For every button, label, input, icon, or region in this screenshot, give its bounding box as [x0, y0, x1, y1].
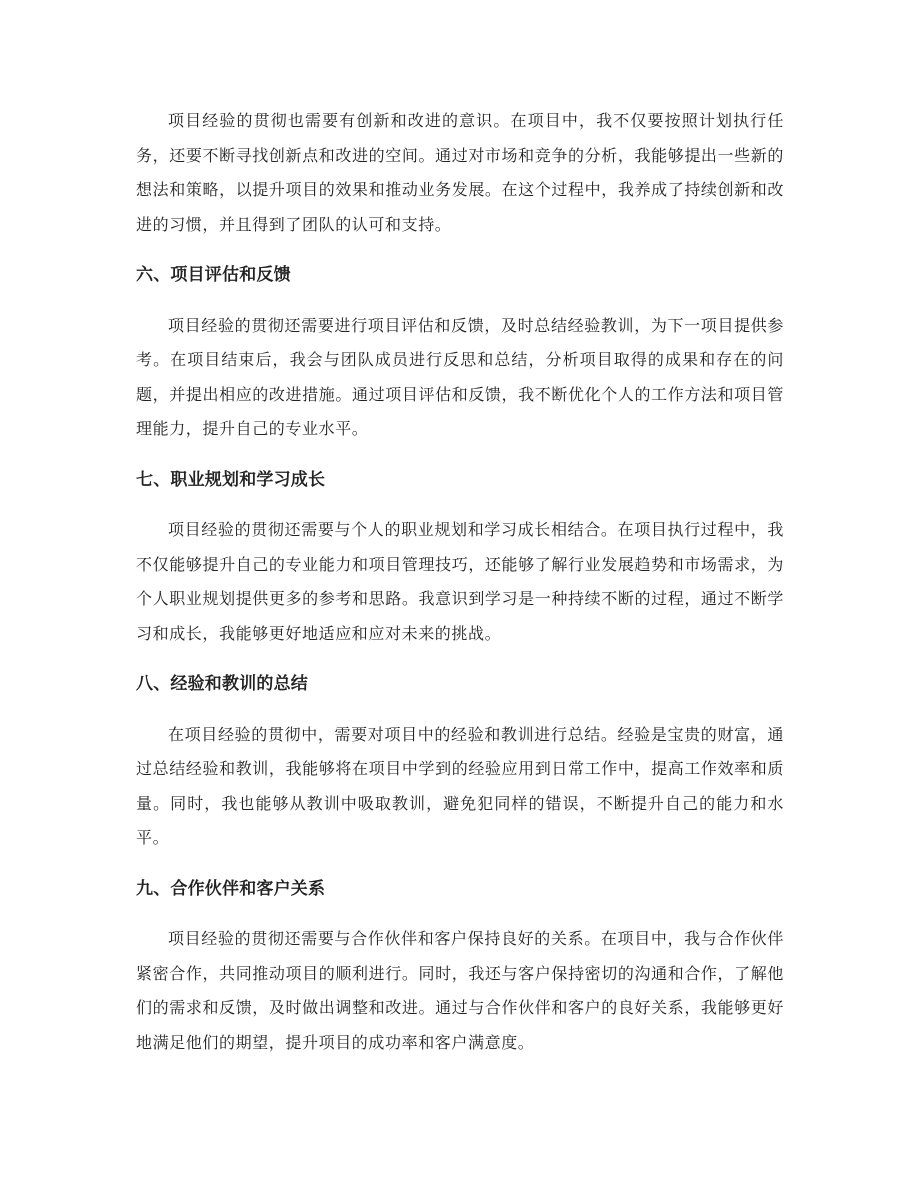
section-heading-9: 九、合作伙伴和客户关系: [136, 878, 326, 899]
spacer: [136, 447, 784, 463]
section-heading-8: 八、经验和教训的总结: [136, 674, 308, 694]
section-heading-7: 七、职业规划和学习成长: [136, 469, 326, 490]
section-paragraph-7: 项目经验的贯彻还需要与个人的职业规划和学习成长相结合。在项目执行过程中，我不仅能够提升自己的专业能力和项目管理技巧，还能够了解行业发展趋势和市场需求，为个人职业规划提供更多的参考和思路。我意识到学习是一种持续不断的过程，通过不断学习和成长，我能够更好地适应和应对未来的挑战。: [136, 520, 784, 643]
section-paragraph-8: 在项目经验的贯彻中，需要对项目中的经验和教训进行总结。经验是宝贵的财富，通过总结经验和教训，我能够将在项目中学到的经验应用到日常工作中，提高工作效率和质量。同时，我也能够从教训中吸取教训，避免犯同样的错误，不断提升自己的能力和水平。: [136, 724, 784, 847]
section-paragraph-9: 项目经验的贯彻还需要与合作伙伴和客户保持良好的关系。在项目中，我与合作伙伴紧密合作，共同推动项目的顺利进行。同时，我还与客户保持密切的沟通和合作，了解他们的需求和反馈，及时做出调整和改进。通过与合作伙伴和客户的良好关系，我能够更好地满足他们的期望，提升项目的成功率和客户满意度。: [136, 929, 784, 1052]
spacer: [136, 856, 784, 872]
spacer: [136, 497, 784, 513]
section-heading-6: 六、项目评估和反馈: [136, 265, 291, 285]
spacer: [136, 651, 784, 667]
spacer: [136, 293, 784, 309]
intro-paragraph: 项目经验的贯彻也需要有创新和改进的意识。在项目中，我不仅要按照计划执行任务，还要不断寻找创新点和改进的空间。通过对市场和竞争的分析，我能够提出一些新的想法和策略，以提升项目的效果和推动业务发展。在这个过程中，我养成了持续创新和改进的习惯，并且得到了团队的认可和支持。: [136, 111, 784, 234]
spacer: [136, 906, 784, 922]
section-paragraph-6: 项目经验的贯彻还需要进行项目评估和反馈，及时总结经验教训，为下一项目提供参考。在项目结束后，我会与团队成员进行反思和总结，分析项目取得的成果和存在的问题，并提出相应的改进措施。通过项目评估和反馈，我不断优化个人的工作方法和项目管理能力，提升自己的专业水平。: [136, 315, 784, 438]
spacer: [136, 242, 784, 258]
spacer: [136, 702, 784, 718]
